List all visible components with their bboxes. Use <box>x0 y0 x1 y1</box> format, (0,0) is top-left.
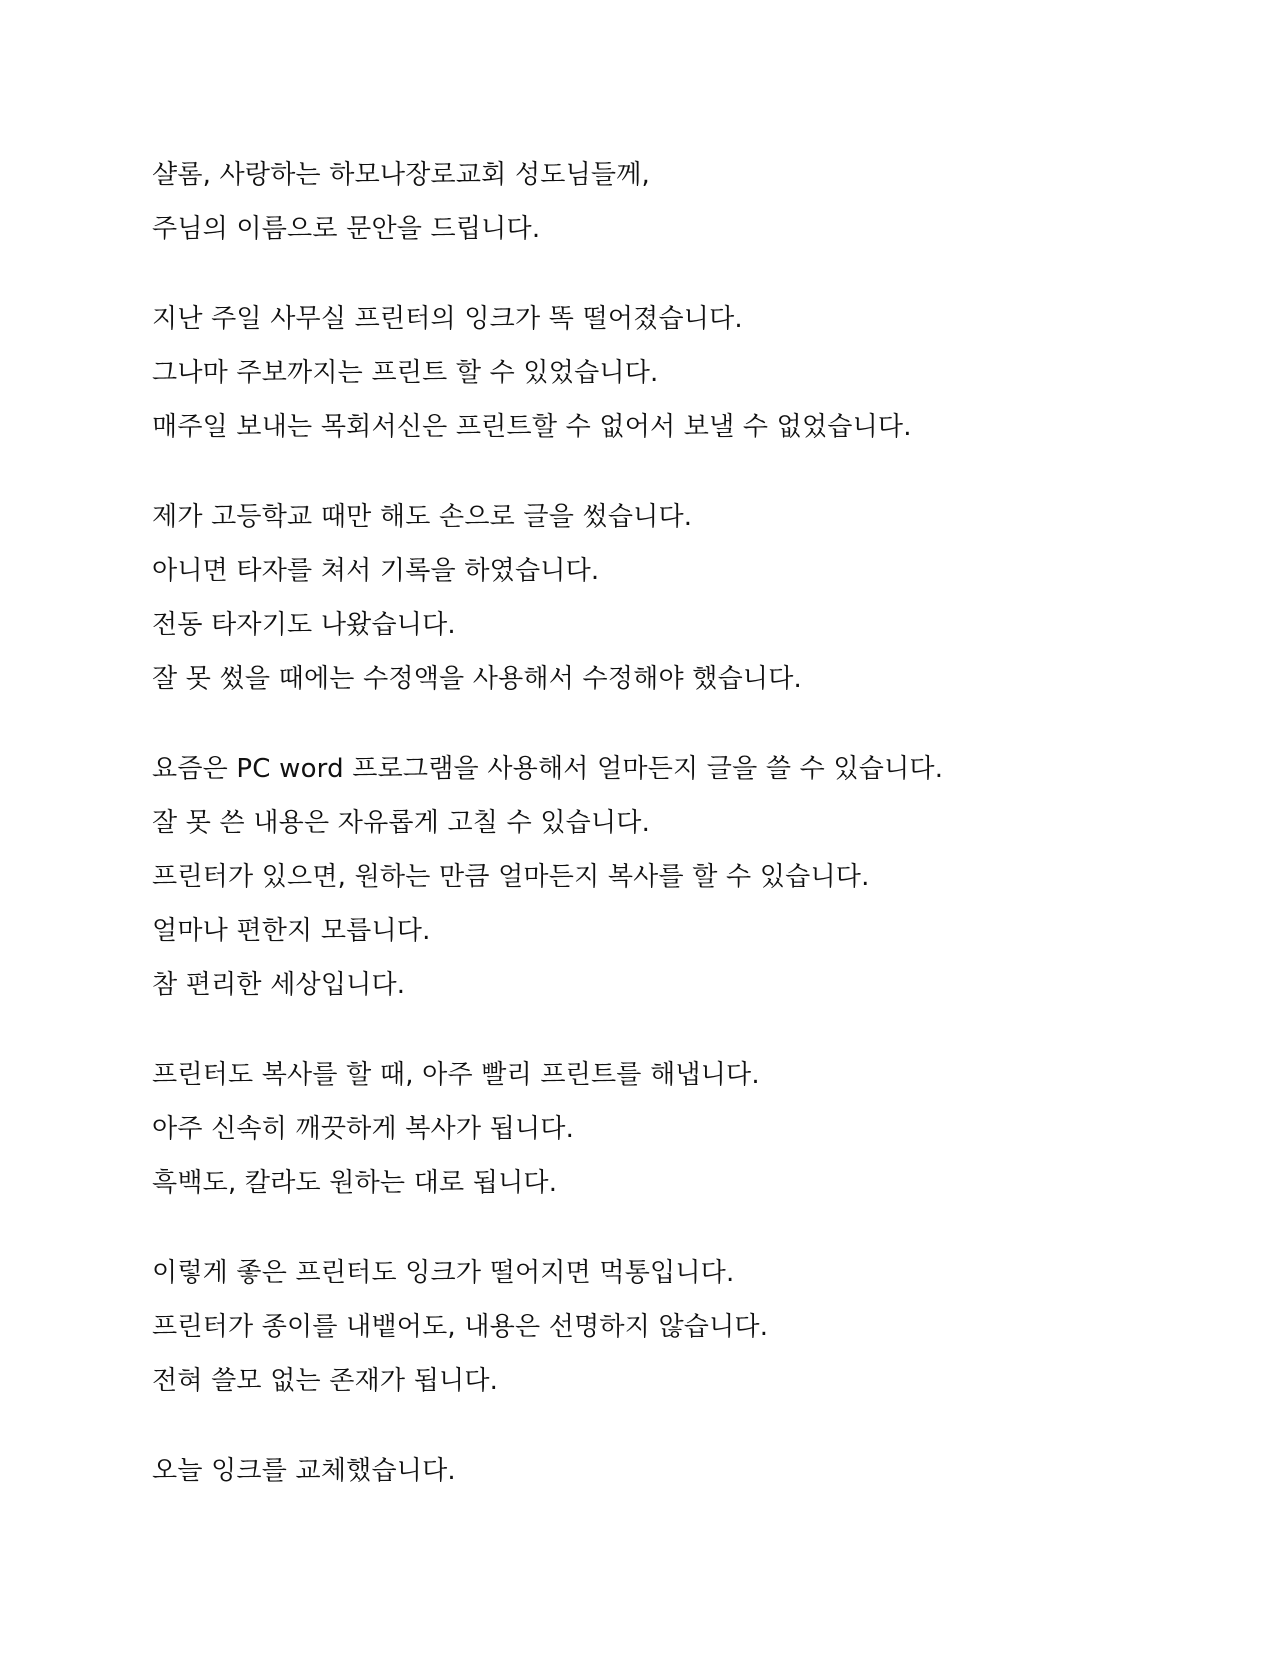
paragraph-greeting <box>152 148 1152 256</box>
text-line: 주님의 이름으로 문안을 드립니다. <box>152 214 541 244</box>
paragraph-printer-speed <box>152 1048 1152 1210</box>
text-line: 제가 고등학교 때만 해도 손으로 글을 썼습니다. <box>152 502 693 532</box>
text-line: 오늘 잉크를 교체했습니다. <box>152 1456 456 1486</box>
paragraph-typewriter <box>152 490 1152 706</box>
text-line: 이렇게 좋은 프린터도 잉크가 떨어지면 먹통입니다. <box>152 1258 735 1288</box>
text-line: 잘 못 쓴 내용은 자유롭게 고칠 수 있습니다. <box>152 808 651 838</box>
text-line: 아주 신속히 깨끗하게 복사가 됩니다. <box>152 1114 575 1144</box>
text-line: 얼마나 편한지 모릅니다. <box>152 916 431 946</box>
paragraph-ink-ran-out <box>152 292 1152 454</box>
paragraph-ink-replaced <box>152 1444 1152 1498</box>
text-line: 지난 주일 사무실 프린터의 잉크가 똑 떨어졌습니다. <box>152 304 743 334</box>
text-line: 전동 타자기도 나왔습니다. <box>152 610 456 640</box>
text-line: 프린터가 있으면, 원하는 만큼 얼마든지 복사를 할 수 있습니다. <box>152 862 870 892</box>
text-line: 매주일 보내는 목회서신은 프린트할 수 없어서 보낼 수 없었습니다. <box>152 412 912 442</box>
text-line: 프린터가 종이를 내뱉어도, 내용은 선명하지 않습니다. <box>152 1312 769 1342</box>
text-line: 프린터도 복사를 할 때, 아주 빨리 프린트를 해냅니다. <box>152 1060 760 1090</box>
paragraph-no-ink <box>152 1246 1152 1408</box>
text-line: 전혀 쓸모 없는 존재가 됩니다. <box>152 1366 499 1396</box>
text-line: 요즘은 PC word 프로그램을 사용해서 얼마든지 글을 쓸 수 있습니다. <box>152 754 944 784</box>
text-line: 그나마 주보까지는 프린트 할 수 있었습니다. <box>152 358 659 388</box>
text-line: 아니면 타자를 쳐서 기록을 하였습니다. <box>152 556 600 586</box>
letter-body <box>152 148 1152 1534</box>
text-line: 잘 못 썼을 때에는 수정액을 사용해서 수정해야 했습니다. <box>152 664 802 694</box>
paragraph-word-processor <box>152 742 1152 1012</box>
text-line: 참 편리한 세상입니다. <box>152 970 406 1000</box>
text-line: 샬롬, 사랑하는 하모나장로교회 성도님들께, <box>152 160 651 190</box>
text-line: 흑백도, 칼라도 원하는 대로 됩니다. <box>152 1168 558 1198</box>
